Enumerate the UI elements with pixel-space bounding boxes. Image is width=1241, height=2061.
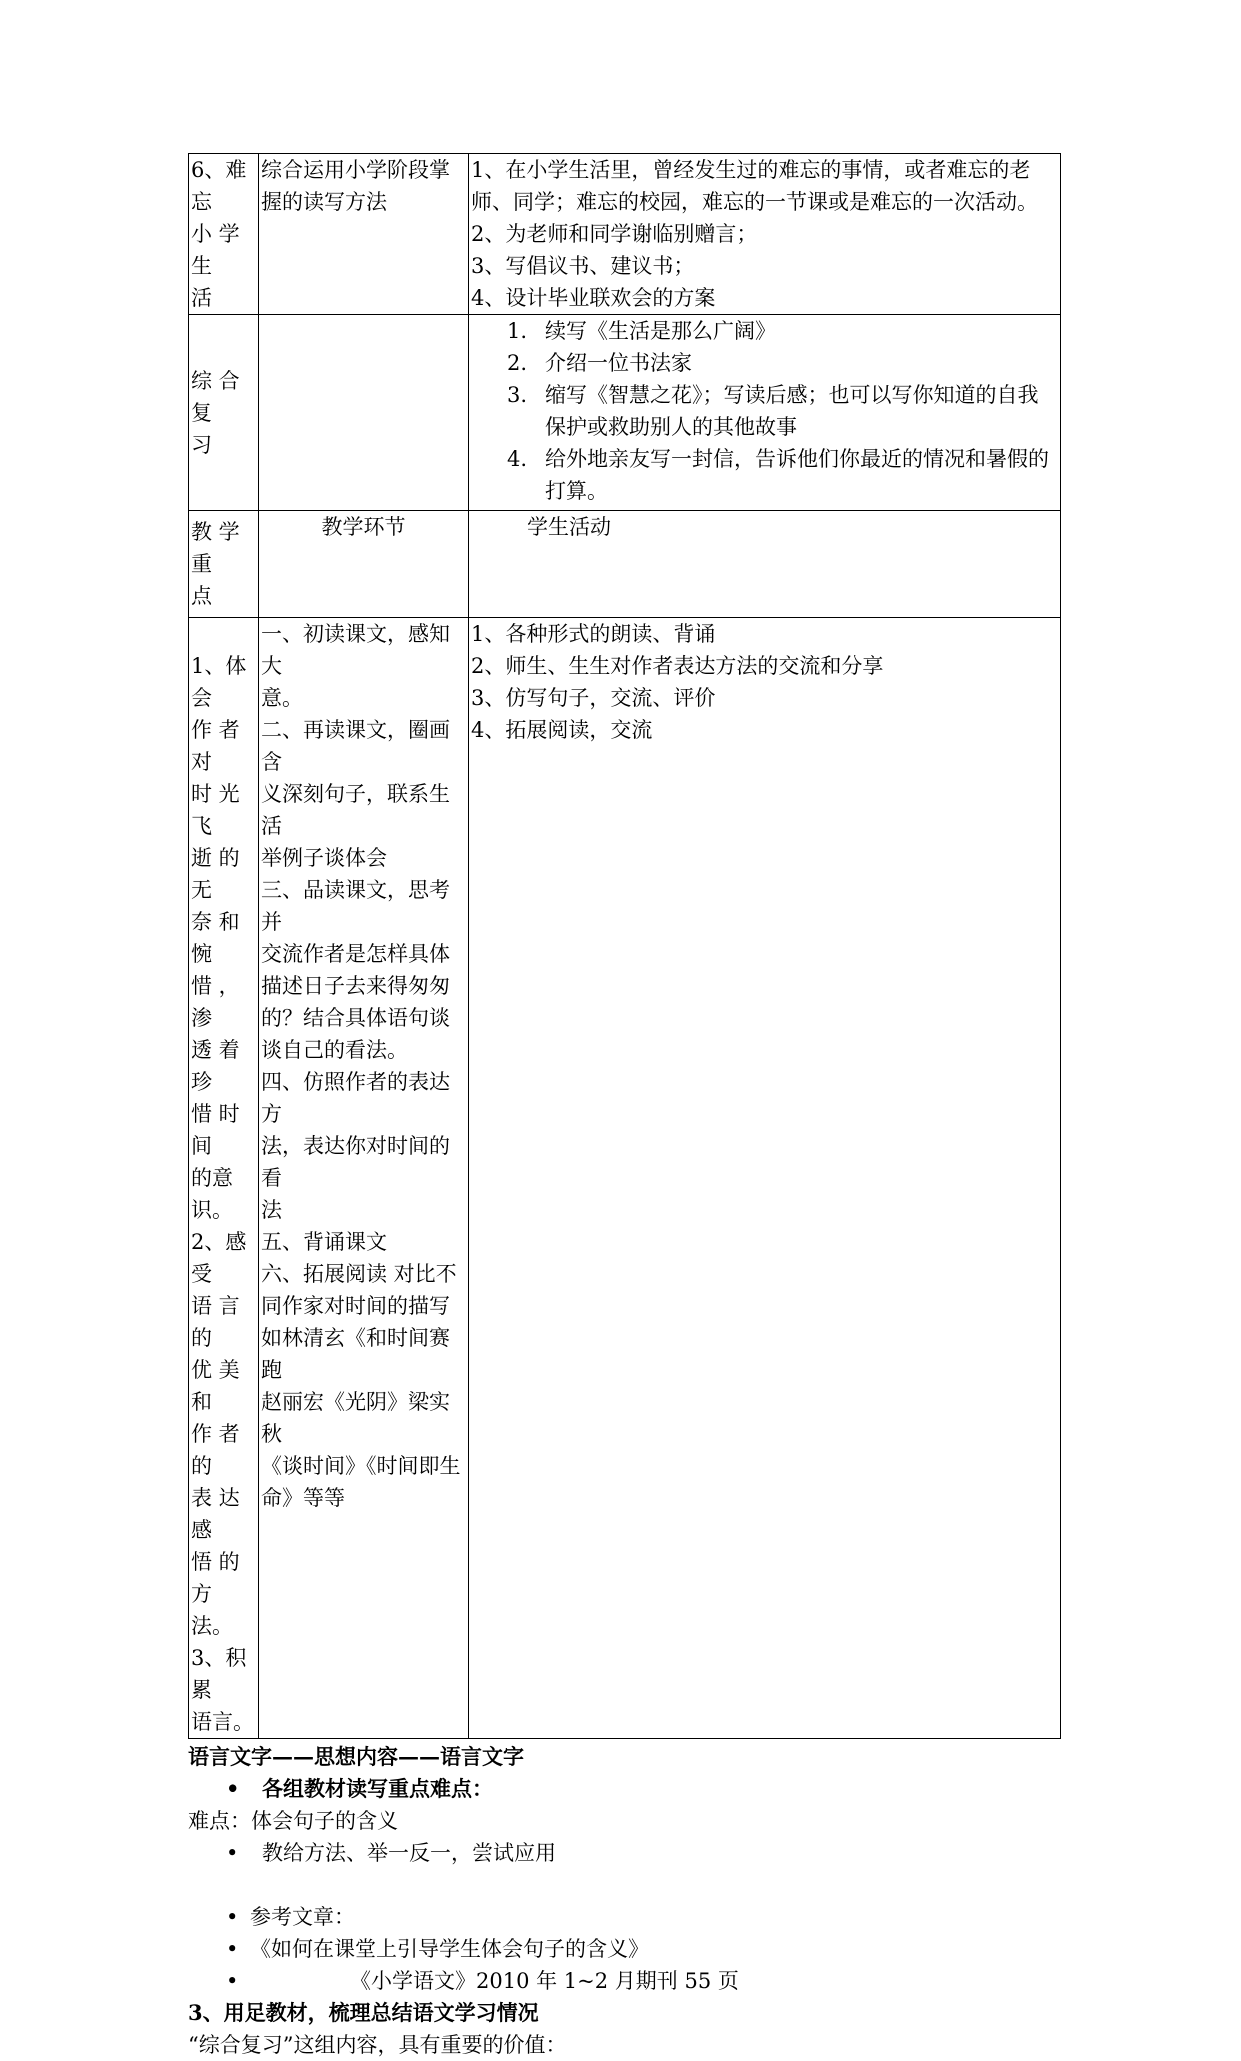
cell-line: 六、拓展阅读 对比不: [261, 1262, 457, 1286]
cell-line: 惜 ， 渗: [191, 974, 240, 1030]
review-list: [471, 315, 1058, 507]
cell-line: 四、仿照作者的表达方: [261, 1070, 450, 1126]
cell-line: 举例子谈体会: [261, 846, 387, 870]
difficulty-line: 难点：体会句子的含义: [188, 1809, 398, 1833]
table-row-header: [189, 511, 1061, 618]
student-activity-header: [469, 511, 1061, 618]
cell-line: 逝 的 无: [191, 846, 240, 902]
cell-line: 3、仿写句子，交流、评价: [471, 686, 716, 710]
list-item: [507, 443, 1058, 507]
focus-title-cell: [189, 511, 259, 618]
list-text: 给外地亲友写一封信，告诉他们你最近的情况和暑假的打算。: [545, 447, 1049, 503]
cell-line: 2、为老师和同学谢临别赠言；: [471, 222, 758, 246]
cell-line: 2、感受: [191, 1230, 247, 1286]
paragraph-line: “综合复习”这组内容，具有重要的价值：: [188, 2033, 567, 2057]
cell-line: 二、再读课文，圈画含: [261, 718, 450, 774]
bullet-icon: •: [226, 1905, 239, 1929]
cell-line: 时 光 飞: [191, 782, 240, 838]
bullet-icon: •: [226, 1937, 239, 1961]
bullet-item: [188, 1773, 1060, 1805]
cell-line: 《谈时间》《时间即生: [261, 1454, 461, 1478]
cell-line: 谈自己的看法。: [261, 1038, 408, 1062]
table-row-detail: [189, 618, 1061, 1739]
unit6-content-cell: [469, 154, 1061, 315]
table-row-unit6: [189, 154, 1061, 315]
spacer: [188, 1869, 1060, 1901]
cell-line: 透 着 珍: [191, 1038, 240, 1094]
cell-line: 表 达 感: [191, 1486, 240, 1542]
cell-line: 悟 的 方: [191, 1550, 240, 1606]
cell-line: 师、同学；难忘的校园，难忘的一节课或是难忘的一次活动。: [471, 190, 1038, 214]
list-item: [507, 347, 1058, 379]
cell-line: 三、品读课文，思考并: [261, 878, 450, 934]
cell-line: 惜 时 间: [191, 1102, 240, 1158]
cell-line: 综 合 复: [191, 368, 240, 425]
bullet-text: 《小学语文》2010 年 1~2 月期刊 55 页: [350, 1969, 739, 1993]
cell-line: 描述日子去来得匆匆: [261, 974, 450, 998]
flow-heading: 语言文字——思想内容——语言文字: [188, 1744, 524, 1769]
cell-line: 法，表达你对时间的看: [261, 1134, 450, 1190]
bullet-icon: •: [226, 1776, 240, 1801]
cell-line: 2、师生、生生对作者表达方法的交流和分享: [471, 654, 884, 678]
teaching-steps-header: [259, 511, 469, 618]
cell-line: 1、在小学生活里，曾经发生过的难忘的事情，或者难忘的老: [471, 158, 1031, 182]
bullet-item: [188, 1933, 1060, 1965]
column-header: 教学环节: [321, 515, 406, 539]
cell-line: 义深刻句子，联系生活: [261, 782, 450, 838]
cell-line: 语 言 的: [191, 1294, 240, 1350]
list-item: [507, 379, 1058, 443]
table-row-review: [189, 315, 1061, 511]
bullet-item: [188, 1965, 1060, 1997]
focus-detail-cell: [189, 618, 259, 1739]
cell-line: 习: [191, 432, 212, 457]
cell-line: 意。: [261, 686, 303, 710]
review-title-cell: [189, 315, 259, 511]
cell-line: 交流作者是怎样具体: [261, 942, 450, 966]
cell-line: 命》等等: [261, 1486, 345, 1510]
cell-line: 活: [191, 286, 212, 310]
cell-line: 小 学 生: [191, 222, 240, 278]
unit6-goal-cell: [259, 154, 469, 315]
list-text: 介绍一位书法家: [545, 351, 692, 375]
cell-line: 五、背诵课文: [261, 1230, 387, 1254]
cell-line: 赵丽宏《光阴》梁实秋: [261, 1390, 450, 1446]
cell-line: 点: [191, 584, 212, 608]
cell-line: 作 者 的: [191, 1422, 240, 1478]
cell-line: 1、体会: [191, 654, 247, 710]
cell-line: 3、积累: [191, 1646, 247, 1702]
bullet-item: [188, 1837, 1060, 1869]
cell-line: 的意识。: [191, 1166, 233, 1222]
student-activity-cell: [469, 618, 1061, 1739]
teaching-steps-cell: [259, 618, 469, 1739]
cell-line: 教 学 重: [191, 520, 240, 576]
bullet-text: 各组教材读写重点难点：: [262, 1776, 493, 1801]
cell-line: 同作家对时间的描写: [261, 1294, 450, 1318]
bullet-text: 参考文章：: [250, 1905, 355, 1929]
cell-line: 如林清玄《和时间赛跑: [261, 1326, 450, 1382]
section-heading: 3、用足教材，梳理总结语文学习情况: [188, 2000, 539, 2025]
cell-line: 4、拓展阅读，交流: [471, 718, 653, 742]
list-number: 3.: [507, 383, 528, 407]
after-table-text: [188, 1741, 1060, 2061]
lesson-table: [188, 153, 1061, 1739]
cell-line: 奈 和 惋: [191, 910, 240, 966]
list-number: 4.: [507, 447, 528, 471]
cell-line: 法: [261, 1198, 282, 1222]
review-list-cell: [469, 315, 1061, 511]
unit6-title-cell: [189, 154, 259, 315]
cell-line: 法。: [191, 1614, 233, 1638]
cell-line: 语言。: [191, 1710, 254, 1734]
bullet-item: [188, 1901, 1060, 1933]
cell-line: 一、初读课文，感知大: [261, 622, 450, 678]
bullet-text: 教给方法、举一反一，尝试应用: [262, 1841, 556, 1865]
bullet-icon: •: [226, 1841, 239, 1865]
cell-line: 的？结合具体语句谈: [261, 1006, 450, 1030]
cell-line: 6、难忘: [191, 158, 247, 214]
cell-line: 综合运用小学阶段掌: [261, 158, 450, 182]
cell-line: 3、写倡议书、建议书；: [471, 254, 695, 278]
bullet-icon: •: [226, 1969, 239, 1993]
list-text: 续写《生活是那么广阔》: [545, 319, 776, 343]
document-page: [188, 153, 1060, 2061]
list-number: 1.: [507, 319, 528, 343]
list-text: 缩写《智慧之花》；写读后感；也可以写你知道的自我保护或救助别人的其他故事: [545, 383, 1039, 439]
cell-line: 作 者 对: [191, 718, 240, 774]
list-number: 2.: [507, 351, 528, 375]
list-item: [507, 315, 1058, 347]
cell-line: 4、设计毕业联欢会的方案: [471, 286, 716, 310]
bullet-text: 《如何在课堂上引导学生体会句子的含义》: [250, 1937, 649, 1961]
cell-line: 握的读写方法: [261, 190, 387, 214]
cell-line: 优 美 和: [191, 1358, 240, 1414]
cell-line: 1、各种形式的朗读、背诵: [471, 622, 716, 646]
column-header: 学生活动: [527, 515, 611, 539]
review-empty-cell: [259, 315, 469, 511]
